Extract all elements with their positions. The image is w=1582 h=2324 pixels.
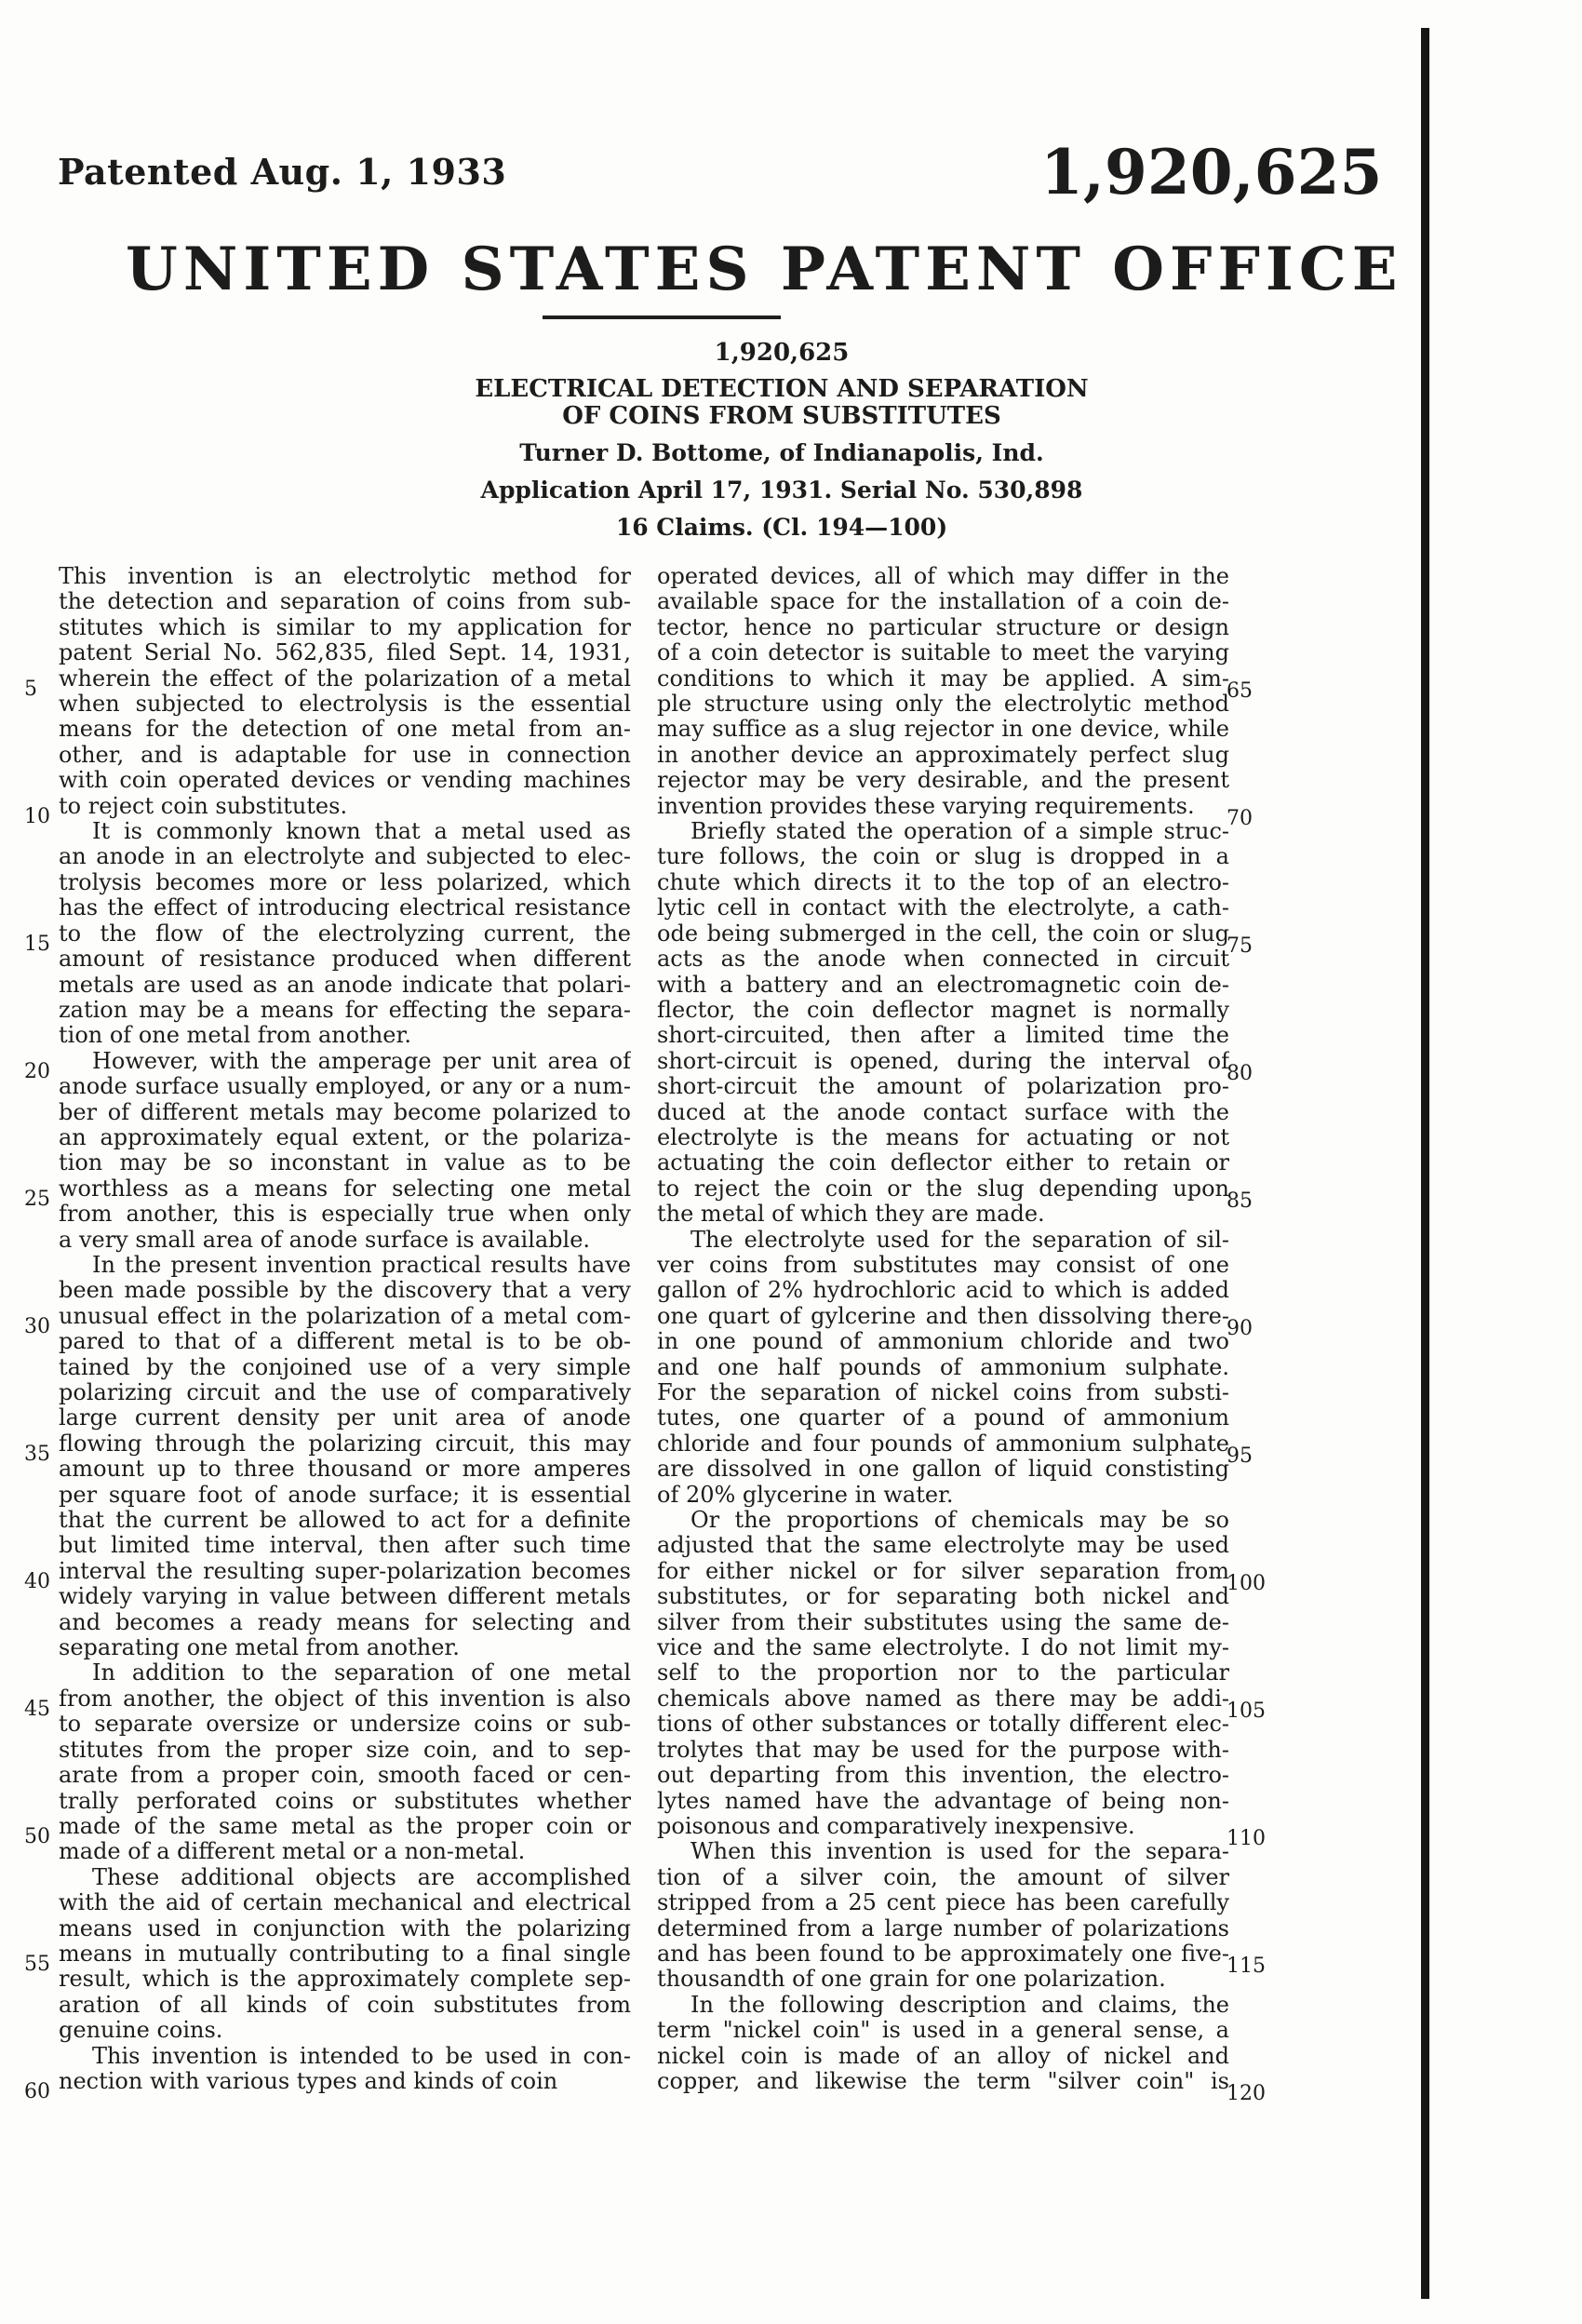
margin-line-number: 90 <box>1227 1316 1253 1340</box>
text-line: are dissolved in one gallon of liquid constisting <box>657 1457 1229 1483</box>
text-line: of 20% glycerine in water. <box>657 1482 954 1508</box>
text-line: per square foot of anode surface; it is essential <box>59 1482 631 1508</box>
margin-line-number: 15 <box>24 932 50 956</box>
text-line: rejector may be very desirable, and the present <box>657 768 1229 794</box>
text-line: may suffice as a slug rejector in one device, while <box>657 717 1229 743</box>
text-line: the detection and separation of coins from sub- <box>59 589 631 615</box>
text-line: electrolyte is the means for actuating or not <box>657 1124 1229 1150</box>
text-line: and one half pounds of ammonium sulphate. <box>657 1354 1229 1380</box>
text-line: made of a different metal or a non-metal. <box>59 1839 526 1865</box>
text-line: and has been found to be approximately one five- <box>657 1941 1229 1967</box>
text-line: ple structure using only the electrolytic method <box>657 692 1229 718</box>
text-line: In the present invention practical results have <box>92 1252 631 1278</box>
text-line: amount up to three thousand or more amperes <box>59 1457 631 1483</box>
text-line: determined from a large number of polarizations <box>657 1915 1229 1941</box>
text-line: from another, this is especially true when only <box>59 1202 631 1228</box>
text-line: poisonous and comparatively inexpensive. <box>657 1813 1135 1839</box>
text-line: term "nickel coin" is used in a general sense, a <box>657 2018 1229 2044</box>
text-line: for either nickel or for silver separation from <box>657 1558 1229 1584</box>
text-line: in another device an approximately perfect slug <box>657 742 1229 768</box>
text-line: It is commonly known that a metal used as <box>92 819 631 845</box>
margin-line-number: 30 <box>24 1314 50 1338</box>
left-column-text <box>59 564 631 2094</box>
text-line: aration of all kinds of coin substitutes from <box>59 1992 631 2018</box>
margin-line-number: 45 <box>24 1697 50 1721</box>
text-line: the metal of which they are made. <box>657 1202 1045 1228</box>
text-line: chloride and four pounds of ammonium sulphate <box>657 1431 1229 1457</box>
text-line: tion may be so inconstant in value as to be <box>59 1150 631 1176</box>
invention-title-line-2: OF COINS FROM SUBSTITUTES <box>562 402 1001 430</box>
text-line: to separate oversize or undersize coins or sub- <box>59 1712 631 1738</box>
text-line: gallon of 2% hydrochloric acid to which is added <box>657 1278 1229 1304</box>
text-line: that the current be allowed to act for a definite <box>59 1508 631 1534</box>
text-line: conditions to which it may be applied. A sim- <box>657 665 1229 692</box>
text-line: but limited time interval, then after such time <box>59 1533 631 1559</box>
text-line: flector, the coin deflector magnet is normally <box>657 997 1229 1023</box>
text-line: self to the proportion nor to the particular <box>657 1660 1229 1686</box>
text-line: large current density per unit area of anode <box>59 1405 631 1431</box>
text-line: invention provides these varying requirements. <box>657 793 1195 819</box>
text-line: chemicals above named as there may be addi- <box>657 1686 1229 1712</box>
text-line: short-circuit the amount of polarization pro- <box>657 1074 1229 1100</box>
margin-line-number: 105 <box>1227 1699 1266 1723</box>
text-line: duced at the anode contact surface with the <box>657 1099 1229 1125</box>
text-line: worthless as a means for selecting one metal <box>59 1175 631 1202</box>
text-line: result, which is the approximately complete sep- <box>59 1967 631 1993</box>
margin-line-number: 120 <box>1227 2081 1266 2105</box>
text-line: These additional objects are accomplished <box>92 1864 631 1890</box>
text-line: an anode in an electrolyte and subjected to elec- <box>59 844 631 870</box>
text-line: arate from a proper coin, smooth faced or cen- <box>59 1763 631 1789</box>
text-line: tions of other substances or totally different elec- <box>657 1712 1229 1738</box>
text-line: short-circuit is opened, during the interval of <box>657 1048 1229 1074</box>
text-line: stitutes which is similar to my application for <box>59 614 631 640</box>
text-line: to reject the coin or the slug depending upon <box>657 1175 1229 1202</box>
text-line: trolysis becomes more or less polarized, which <box>59 869 631 895</box>
title-divider <box>543 316 781 319</box>
margin-line-number: 95 <box>1227 1444 1253 1468</box>
text-line: with coin operated devices or vending machines <box>59 768 631 794</box>
margin-line-number: 40 <box>24 1569 50 1593</box>
application-info: Application April 17, 1931. Serial No. 530,898 <box>480 477 1083 504</box>
text-line: means for the detection of one metal from an- <box>59 717 631 743</box>
text-line: silver from their substitutes using the same de- <box>657 1609 1229 1635</box>
text-line: unusual effect in the polarization of a metal com- <box>59 1303 631 1329</box>
text-line: substitutes, or for separating both nickel and <box>657 1584 1229 1610</box>
text-line: genuine coins. <box>59 2018 223 2044</box>
text-line: This invention is intended to be used in con- <box>92 2043 631 2069</box>
text-line: actuating the coin deflector either to retain or <box>657 1150 1229 1176</box>
text-line: The electrolyte used for the separation of sil- <box>690 1227 1229 1253</box>
text-line: polarizing circuit and the use of comparatively <box>59 1380 631 1405</box>
text-line: to the flow of the electrolyzing current, the <box>59 920 631 947</box>
text-line: nection with various types and kinds of coin <box>59 2068 558 2094</box>
text-line: nickel coin is made of an alloy of nickel and <box>657 2043 1229 2069</box>
text-line: and becomes a ready means for selecting and <box>59 1609 631 1635</box>
right-edge-rule <box>1421 28 1429 2299</box>
text-line: ber of different metals may become polarized to <box>59 1099 631 1125</box>
text-line: wherein the effect of the polarization of a metal <box>59 665 631 692</box>
margin-line-number: 55 <box>24 1952 50 1976</box>
text-line: This invention is an electrolytic method for <box>59 564 631 589</box>
text-line: In addition to the separation of one metal <box>92 1660 631 1686</box>
text-line: For the separation of nickel coins from substi- <box>657 1380 1229 1405</box>
margin-line-number: 35 <box>24 1442 50 1466</box>
text-line: operated devices, all of which may differ in the <box>657 564 1229 589</box>
text-line: has the effect of introducing electrical resistance <box>59 895 631 921</box>
text-line: ture follows, the coin or slug is dropped in a <box>657 844 1229 870</box>
text-line: In the following description and claims, the <box>690 1992 1229 2018</box>
margin-line-number: 115 <box>1227 1954 1266 1978</box>
text-line: short-circuited, then after a limited time the <box>657 1023 1229 1049</box>
text-line: amount of resistance produced when different <box>59 947 631 973</box>
margin-line-number: 25 <box>24 1187 50 1211</box>
text-line: available space for the installation of a coin de- <box>657 589 1229 615</box>
text-line: ver coins from substitutes may consist of one <box>657 1252 1229 1278</box>
text-line: stripped from a 25 cent piece has been carefully <box>657 1890 1229 1916</box>
text-line: metals are used as an anode indicate that polari- <box>59 972 631 998</box>
right-column-text <box>657 564 1229 2094</box>
text-line: Or the proportions of chemicals may be so <box>690 1508 1229 1534</box>
margin-line-number: 10 <box>24 804 50 828</box>
margin-line-number: 5 <box>24 677 37 701</box>
text-line: other, and is adaptable for use in connection <box>59 742 631 768</box>
text-line: stitutes from the proper size coin, and to sep- <box>59 1737 631 1763</box>
text-line: one quart of gylcerine and then dissolving there- <box>657 1303 1229 1329</box>
text-line: in one pound of ammonium chloride and two <box>657 1329 1229 1355</box>
margin-line-number: 60 <box>24 2079 50 2103</box>
margin-line-number: 80 <box>1227 1061 1253 1085</box>
text-line: when subjected to electrolysis is the essential <box>59 692 631 718</box>
text-line: anode surface usually employed, or any or a num- <box>59 1074 631 1100</box>
text-line: lytic cell in contact with the electrolyte, a cath- <box>657 895 1229 921</box>
margin-line-number: 70 <box>1227 806 1253 830</box>
text-line: an approximately equal extent, or the polariza- <box>59 1124 631 1150</box>
patent-number: 1,920,625 <box>714 339 850 367</box>
office-title: UNITED STATES PATENT OFFICE <box>126 235 1403 304</box>
text-line: thousandth of one grain for one polarization. <box>657 1967 1166 1993</box>
text-line: made of the same metal as the proper coin or <box>59 1813 631 1839</box>
text-line: tion of a silver coin, the amount of silver <box>657 1864 1229 1890</box>
text-line: tained by the conjoined use of a very simple <box>59 1354 631 1380</box>
margin-line-number: 110 <box>1227 1826 1266 1850</box>
text-line: adjusted that the same electrolyte may be used <box>657 1533 1229 1559</box>
text-line: tector, hence no particular structure or design <box>657 614 1229 640</box>
text-line: Briefly stated the operation of a simple struc- <box>690 819 1229 845</box>
text-line: chute which directs it to the top of an electro- <box>657 869 1229 895</box>
margin-line-number: 85 <box>1227 1189 1253 1213</box>
text-line: widely varying in value between different metals <box>59 1584 631 1610</box>
inventor: Turner D. Bottome, of Indianapolis, Ind. <box>519 439 1044 466</box>
text-line: tion of one metal from another. <box>59 1023 411 1049</box>
text-line: pared to that of a different metal is to be ob- <box>59 1329 631 1355</box>
text-line: copper, and likewise the term "silver coin" is <box>657 2068 1229 2094</box>
margin-line-number: 65 <box>1227 678 1253 703</box>
margin-line-number: 100 <box>1227 1571 1266 1595</box>
text-line: with the aid of certain mechanical and electrical <box>59 1890 631 1916</box>
text-line: acts as the anode when connected in circuit <box>657 947 1229 973</box>
margin-line-number: 50 <box>24 1824 50 1848</box>
text-line: means in mutually contributing to a final single <box>59 1941 631 1967</box>
margin-line-number: 20 <box>24 1059 50 1083</box>
text-line: However, with the amperage per unit area of <box>92 1048 631 1074</box>
text-line: from another, the object of this invention is also <box>59 1686 631 1712</box>
text-line: flowing through the polarizing circuit, this may <box>59 1431 631 1457</box>
text-line: ode being submerged in the cell, the coin or slug <box>657 920 1229 947</box>
claims-classification: 16 Claims. (Cl. 194—100) <box>615 514 948 541</box>
invention-title-line-1: ELECTRICAL DETECTION AND SEPARATION <box>475 375 1089 403</box>
text-line: means used in conjunction with the polarizing <box>59 1915 631 1941</box>
text-line: vice and the same electrolyte. I do not limit my- <box>657 1635 1229 1661</box>
text-line: tutes, one quarter of a pound of ammonium <box>657 1405 1229 1431</box>
text-line: been made possible by the discovery that a very <box>59 1278 631 1304</box>
text-line: zation may be a means for effecting the separa- <box>59 997 631 1023</box>
patented-date: Patented Aug. 1, 1933 <box>58 151 507 193</box>
text-line: a very small area of anode surface is available. <box>59 1227 591 1253</box>
text-line: trally perforated coins or substitutes whether <box>59 1788 631 1814</box>
margin-line-number: 75 <box>1227 934 1253 958</box>
text-line: interval the resulting super-polarization becomes <box>59 1558 631 1584</box>
text-line: with a battery and an electromagnetic coin de- <box>657 972 1229 998</box>
text-line: patent Serial No. 562,835, filed Sept. 14, 1931, <box>59 640 631 666</box>
text-line: When this invention is used for the separa- <box>690 1839 1229 1865</box>
text-line: lytes named have the advantage of being non- <box>657 1788 1229 1814</box>
patent-number-header: 1,920,625 <box>1040 136 1383 208</box>
text-line: separating one metal from another. <box>59 1635 460 1661</box>
text-line: of a coin detector is suitable to meet the varying <box>657 640 1229 666</box>
text-line: trolytes that may be used for the purpose with- <box>657 1737 1229 1763</box>
text-line: to reject coin substitutes. <box>59 793 348 819</box>
text-line: out departing from this invention, the electro- <box>657 1763 1229 1789</box>
